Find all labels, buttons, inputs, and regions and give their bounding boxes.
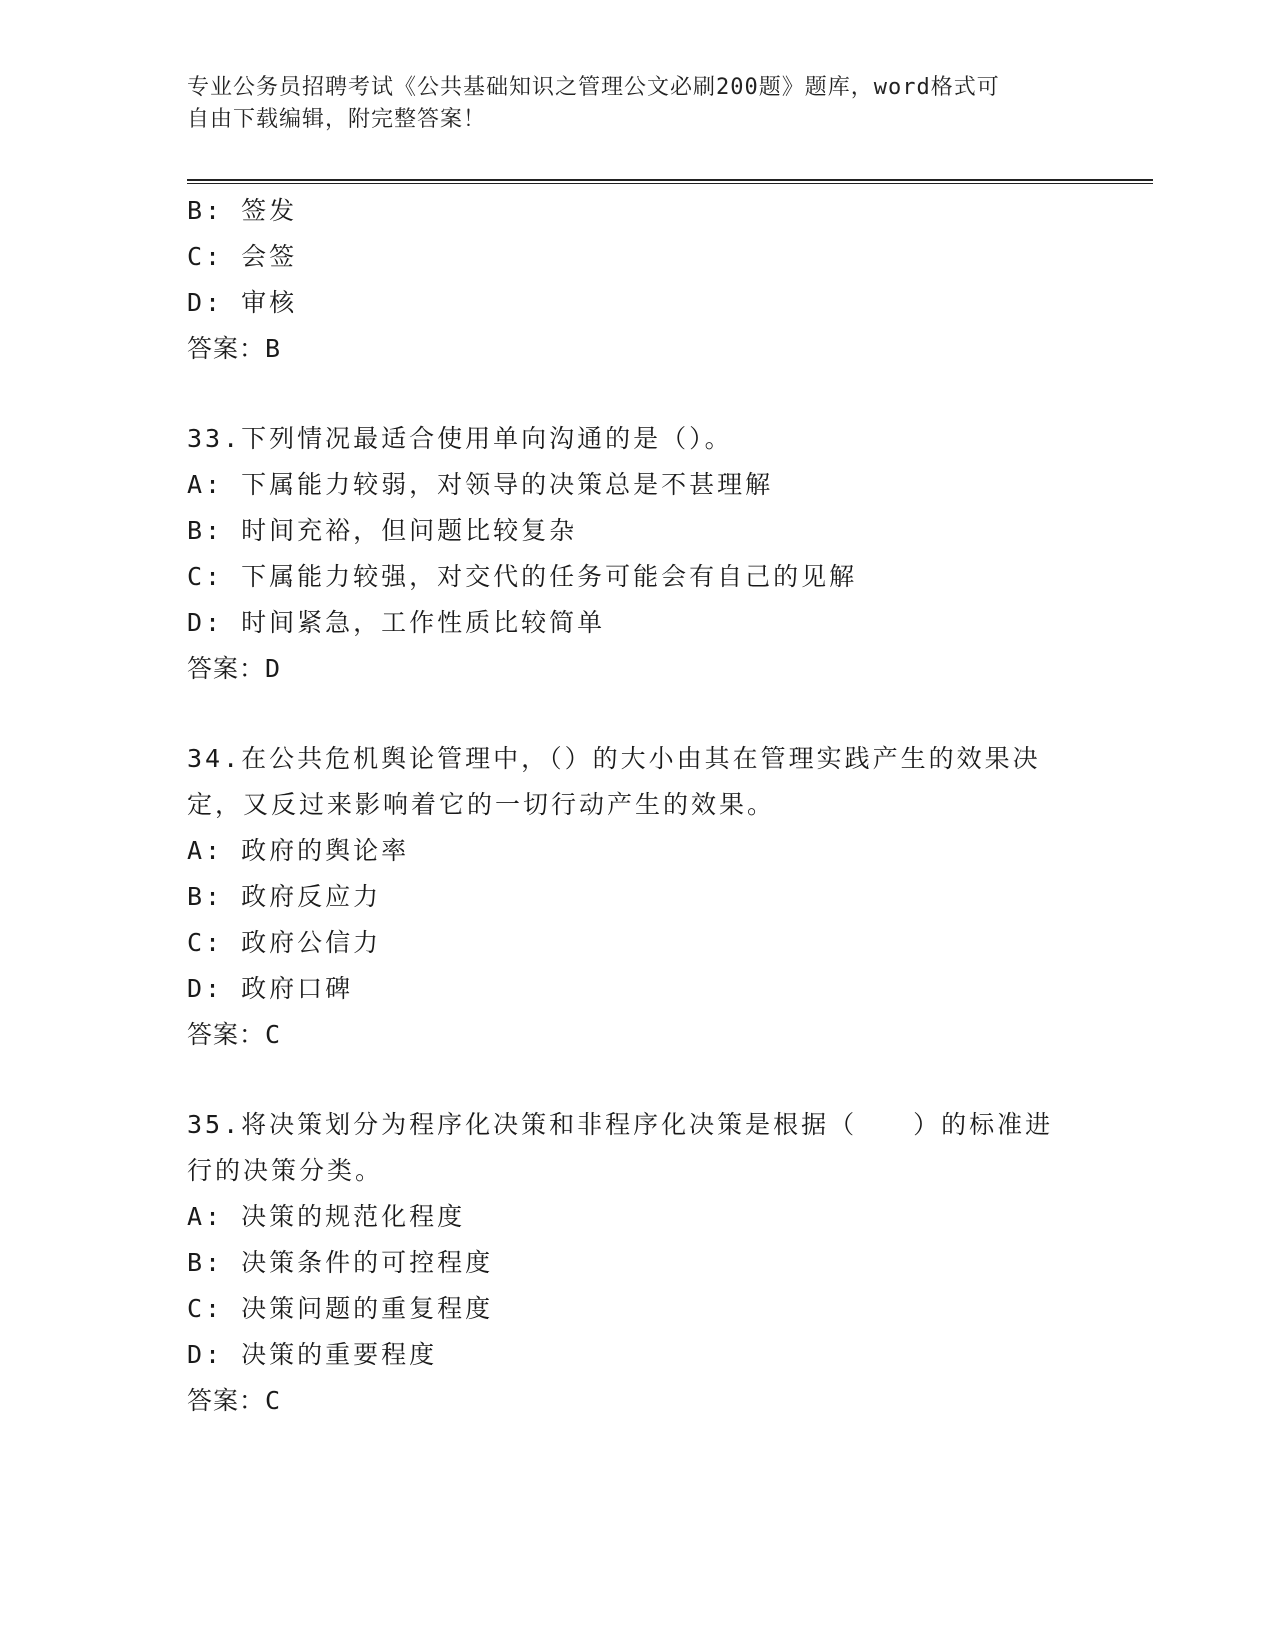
question-text-continued: 行的决策分类。: [187, 1156, 384, 1185]
document-header: [187, 72, 1067, 136]
option-b: B: 政府反应力: [187, 882, 382, 911]
answer-line: 答案：C: [187, 1386, 282, 1415]
option-b: B: 时间充裕，但问题比较复杂: [187, 516, 578, 545]
option-d: D: 审核: [187, 288, 298, 317]
option-d: D: 政府口碑: [187, 974, 354, 1003]
option-b: B: 决策条件的可控程度: [187, 1248, 494, 1277]
option-d: D: 决策的重要程度: [187, 1340, 438, 1369]
option-d: D: 时间紧急，工作性质比较简单: [187, 608, 606, 637]
question-block-partial: [187, 188, 1087, 372]
question-block-34: [187, 736, 1087, 1058]
option-a: A: 决策的规范化程度: [187, 1202, 466, 1231]
question-text: 34.在公共危机舆论管理中，（）的大小由其在管理实践产生的效果决: [187, 744, 1041, 773]
question-list: [187, 188, 1087, 1424]
question-text-continued: 定，又反过来影响着它的一切行动产生的效果。: [187, 790, 776, 819]
answer-line: 答案：C: [187, 1020, 282, 1049]
question-block-33: [187, 416, 1087, 692]
option-c: C: 决策问题的重复程度: [187, 1294, 494, 1323]
header-line-2: 自由下载编辑，附完整答案！: [187, 107, 487, 132]
answer-line: 答案：D: [187, 654, 282, 683]
question-text: 33.下列情况最适合使用单向沟通的是（）。: [187, 424, 733, 453]
option-c: C: 会签: [187, 242, 298, 271]
option-c: C: 下属能力较强，对交代的任务可能会有自己的见解: [187, 562, 858, 591]
option-b: B: 签发: [187, 196, 298, 225]
option-a: A: 政府的舆论率: [187, 836, 410, 865]
option-c: C: 政府公信力: [187, 928, 382, 957]
header-line-1: 专业公务员招聘考试《公共基础知识之管理公文必刷200题》题库，word格式可: [187, 75, 1000, 100]
answer-line: 答案：B: [187, 334, 282, 363]
question-text: 35.将决策划分为程序化决策和非程序化决策是根据（ ）的标准进: [187, 1110, 1054, 1139]
header-divider: [187, 179, 1153, 184]
option-a: A: 下属能力较弱，对领导的决策总是不甚理解: [187, 470, 774, 499]
question-block-35: [187, 1102, 1087, 1424]
